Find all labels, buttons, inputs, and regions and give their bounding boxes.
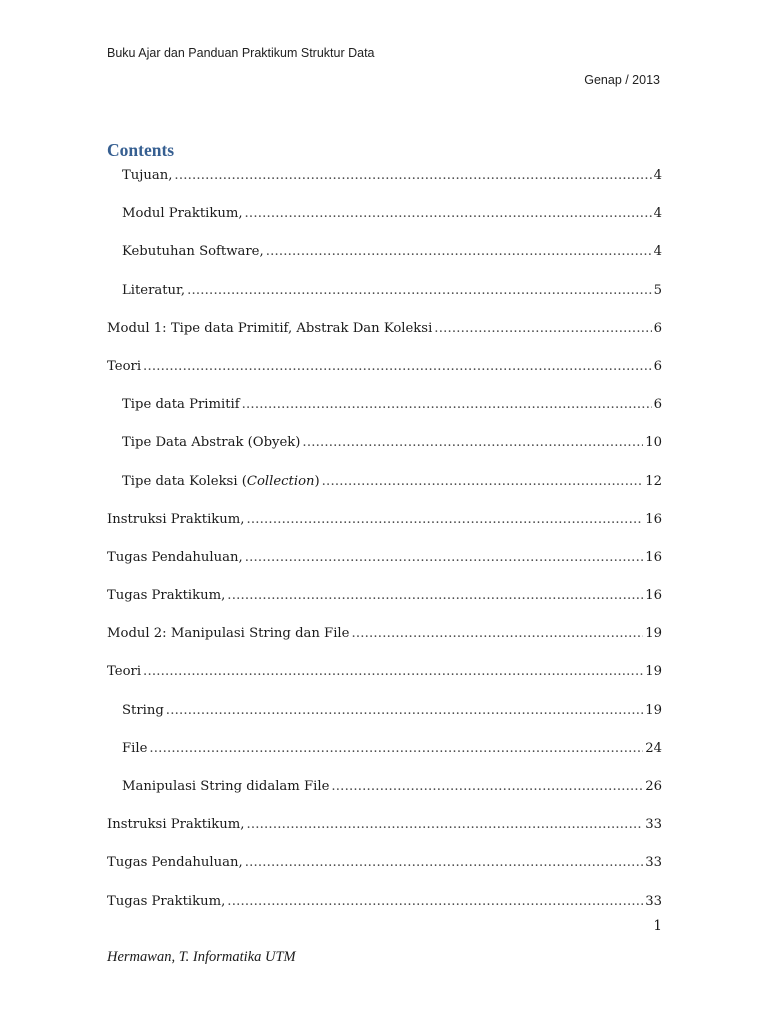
toc-entry-label: File — [122, 740, 148, 756]
toc-dot-leader — [245, 549, 644, 567]
toc-entry-page: 19 — [645, 664, 662, 680]
toc-entry-page: 6 — [653, 397, 662, 413]
running-footer-author: Hermawan, T. Informatika UTM — [107, 949, 296, 965]
toc-entry[interactable] — [107, 473, 662, 491]
toc-entry[interactable] — [107, 434, 662, 452]
toc-entry[interactable] — [107, 625, 662, 643]
toc-entry-page: 16 — [645, 511, 662, 527]
toc-dot-leader — [434, 320, 651, 338]
toc-dot-leader — [242, 396, 652, 414]
toc-title: Contents — [107, 140, 175, 160]
toc-entry-page: 24 — [645, 740, 662, 756]
toc-entry-label: Tugas Pendahuluan, — [107, 855, 243, 871]
toc-entry-page: 4 — [653, 168, 662, 183]
toc-entry-page: 19 — [645, 702, 662, 718]
toc-entry-label: Teori — [107, 664, 142, 680]
toc-entry-page: 10 — [645, 435, 662, 451]
toc-entry-label: Tugas Praktikum, — [107, 893, 226, 909]
toc-entry-page: 16 — [645, 588, 662, 604]
toc-entry-page: 26 — [645, 779, 662, 794]
toc-dot-leader — [302, 434, 643, 452]
toc-entry-label: Instruksi Praktikum, — [107, 511, 245, 527]
toc-entry-page: 33 — [645, 893, 662, 909]
table-of-contents — [107, 167, 662, 931]
toc-entry-label: Tipe data Primitif — [122, 397, 240, 413]
toc-entry-page: 4 — [653, 206, 662, 222]
toc-dot-leader — [266, 243, 652, 261]
toc-entry-label: Modul Praktikum, — [122, 206, 243, 222]
toc-entry-label: String — [122, 702, 164, 718]
toc-dot-leader — [187, 282, 652, 300]
toc-entry-page: 12 — [645, 473, 662, 489]
toc-entry[interactable] — [107, 549, 662, 567]
toc-entry[interactable] — [107, 740, 662, 758]
toc-entry[interactable] — [107, 587, 662, 605]
toc-entry-page: 4 — [653, 244, 662, 260]
toc-entry-page: 5 — [653, 282, 662, 298]
toc-entry-label: Instruksi Praktikum, — [107, 817, 245, 833]
toc-dot-leader — [174, 167, 651, 185]
toc-dot-leader — [149, 740, 643, 758]
toc-dot-leader — [245, 854, 644, 872]
toc-entry[interactable] — [107, 816, 662, 834]
page-number: 1 — [653, 918, 662, 934]
toc-entry[interactable] — [107, 243, 662, 261]
toc-entry-label: Manipulasi String didalam File — [122, 779, 330, 794]
toc-entry[interactable] — [107, 778, 662, 796]
toc-entry[interactable] — [107, 205, 662, 223]
toc-dot-leader — [246, 511, 643, 529]
toc-entry-label: Modul 2: Manipulasi String dan File — [107, 626, 350, 642]
toc-entry[interactable] — [107, 282, 662, 300]
toc-dot-leader — [246, 816, 643, 834]
toc-entry-page: 6 — [653, 320, 662, 336]
toc-dot-leader — [166, 702, 643, 720]
toc-entry-label: Tugas Praktikum, — [107, 588, 226, 604]
toc-entry[interactable] — [107, 396, 662, 414]
toc-entry[interactable] — [107, 358, 662, 376]
toc-entry-label: Kebutuhan Software, — [122, 244, 264, 260]
toc-entry-label: Tugas Pendahuluan, — [107, 549, 243, 565]
toc-dot-leader — [227, 893, 643, 911]
toc-dot-leader — [227, 587, 643, 605]
toc-entry[interactable] — [107, 854, 662, 872]
toc-entry-page: 33 — [645, 817, 662, 833]
toc-entry-page: 19 — [645, 626, 662, 642]
toc-entry-page: 6 — [653, 358, 662, 374]
toc-entry[interactable] — [107, 663, 662, 681]
toc-dot-leader — [143, 358, 652, 376]
toc-entry[interactable] — [107, 511, 662, 529]
toc-entry-label: Tujuan, — [122, 168, 173, 183]
toc-entry-label: Tipe Data Abstrak (Obyek) — [122, 435, 301, 451]
toc-entry[interactable] — [107, 893, 662, 911]
toc-dot-leader — [245, 205, 652, 223]
toc-dot-leader — [331, 778, 643, 796]
running-header-semester: Genap / 2013 — [584, 73, 660, 87]
running-header-title: Buku Ajar dan Panduan Praktikum Struktur Data — [107, 46, 375, 60]
toc-entry-page: 33 — [645, 855, 662, 871]
toc-entry-page: 16 — [645, 549, 662, 565]
toc-entry[interactable] — [107, 320, 662, 338]
toc-dot-leader — [322, 473, 644, 491]
toc-dot-leader — [351, 625, 643, 643]
toc-entry-label: Modul 1: Tipe data Primitif, Abstrak Dan Koleksi — [107, 320, 433, 336]
toc-entry-label: Tipe data Koleksi (Collection) — [122, 473, 320, 489]
toc-entry[interactable] — [107, 702, 662, 720]
toc-entry-label: Teori — [107, 358, 142, 374]
toc-dot-leader — [143, 663, 643, 681]
toc-entry-label: Literatur, — [122, 282, 186, 298]
toc-entry[interactable] — [107, 167, 662, 185]
